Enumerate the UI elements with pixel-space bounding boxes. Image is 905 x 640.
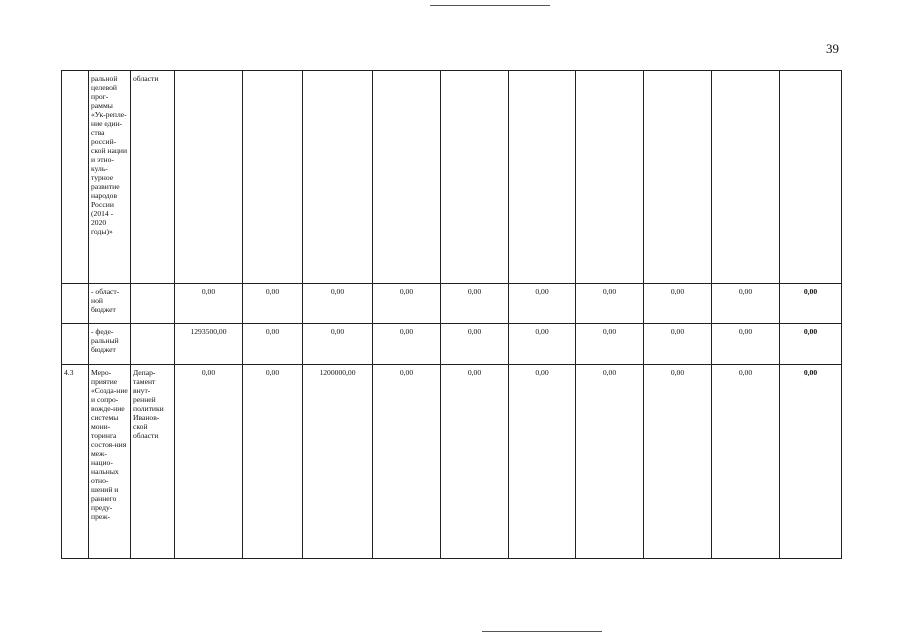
- row-number-cell: 4.3: [62, 365, 89, 559]
- value-cell: [373, 71, 441, 284]
- activity-name-cell: - феде-ральный бюджет: [89, 324, 131, 365]
- value-cell: 0,00: [303, 324, 373, 365]
- value-cell: 0,00: [243, 365, 303, 559]
- value-cell: 0,00: [441, 365, 509, 559]
- value-cell: [243, 71, 303, 284]
- value-cell: 0,00: [175, 365, 243, 559]
- value-cell: 0,00: [243, 324, 303, 365]
- value-cell: [509, 71, 576, 284]
- value-cell: [175, 71, 243, 284]
- value-cell: 0,00: [576, 284, 644, 324]
- value-cell: 0,00: [175, 284, 243, 324]
- value-cell: 0,00: [441, 324, 509, 365]
- activity-name-cell: ральной целевой прог-раммы «Ук-репле-ние един-ства россий-ской нации и этно-куль-турное развитие народов России (2014 - 2020 годы)»: [89, 71, 131, 284]
- executor-cell: [131, 324, 175, 365]
- value-cell: 0,00: [712, 284, 780, 324]
- value-cell: 0,00: [373, 324, 441, 365]
- value-cell: 0,00: [441, 284, 509, 324]
- value-cell: 0,00: [576, 365, 644, 559]
- value-cell: 1293500,00: [175, 324, 243, 365]
- value-cell: 0,00: [644, 365, 712, 559]
- activity-name-cell: Меро-приятие «Созда-ние и сопро-вожде-ние системы мони-торинга состоя-ния меж-нацио-нальных отно-шений и раннего преду-преж-: [89, 365, 131, 559]
- executor-cell: [131, 284, 175, 324]
- value-cell: 0,00: [243, 284, 303, 324]
- value-cell: 0,00: [712, 324, 780, 365]
- total-value-cell: 0,00: [780, 365, 842, 559]
- page-number: 39: [826, 41, 839, 56]
- executor-cell: области: [131, 71, 175, 284]
- value-cell: 0,00: [509, 365, 576, 559]
- bottom-rule-line: [482, 631, 602, 632]
- value-cell: 0,00: [303, 284, 373, 324]
- value-cell: 0,00: [644, 324, 712, 365]
- total-value-cell: 0,00: [780, 324, 842, 365]
- row-number-cell: [62, 71, 89, 284]
- value-cell: 0,00: [373, 284, 441, 324]
- row-number-cell: [62, 324, 89, 365]
- value-cell: 0,00: [644, 284, 712, 324]
- total-value-cell: [780, 71, 842, 284]
- value-cell: [303, 71, 373, 284]
- value-cell: [441, 71, 509, 284]
- activity-name-cell: - област-ной бюджет: [89, 284, 131, 324]
- value-cell: [644, 71, 712, 284]
- value-cell: 0,00: [509, 284, 576, 324]
- table-row: [62, 324, 842, 365]
- total-value-cell: 0,00: [780, 284, 842, 324]
- value-cell: 0,00: [576, 324, 644, 365]
- budget-table: [61, 70, 842, 559]
- table-row: [62, 71, 842, 284]
- value-cell: 0,00: [509, 324, 576, 365]
- executor-cell: Депар-тамент внут-ренней политики Иванов-ской области: [131, 365, 175, 559]
- table-row: [62, 284, 842, 324]
- value-cell: 0,00: [373, 365, 441, 559]
- table-row: [62, 365, 842, 559]
- row-number-cell: [62, 284, 89, 324]
- value-cell: [576, 71, 644, 284]
- value-cell: [712, 71, 780, 284]
- value-cell: 1200000,00: [303, 365, 373, 559]
- value-cell: 0,00: [712, 365, 780, 559]
- top-rule-line: [430, 5, 550, 6]
